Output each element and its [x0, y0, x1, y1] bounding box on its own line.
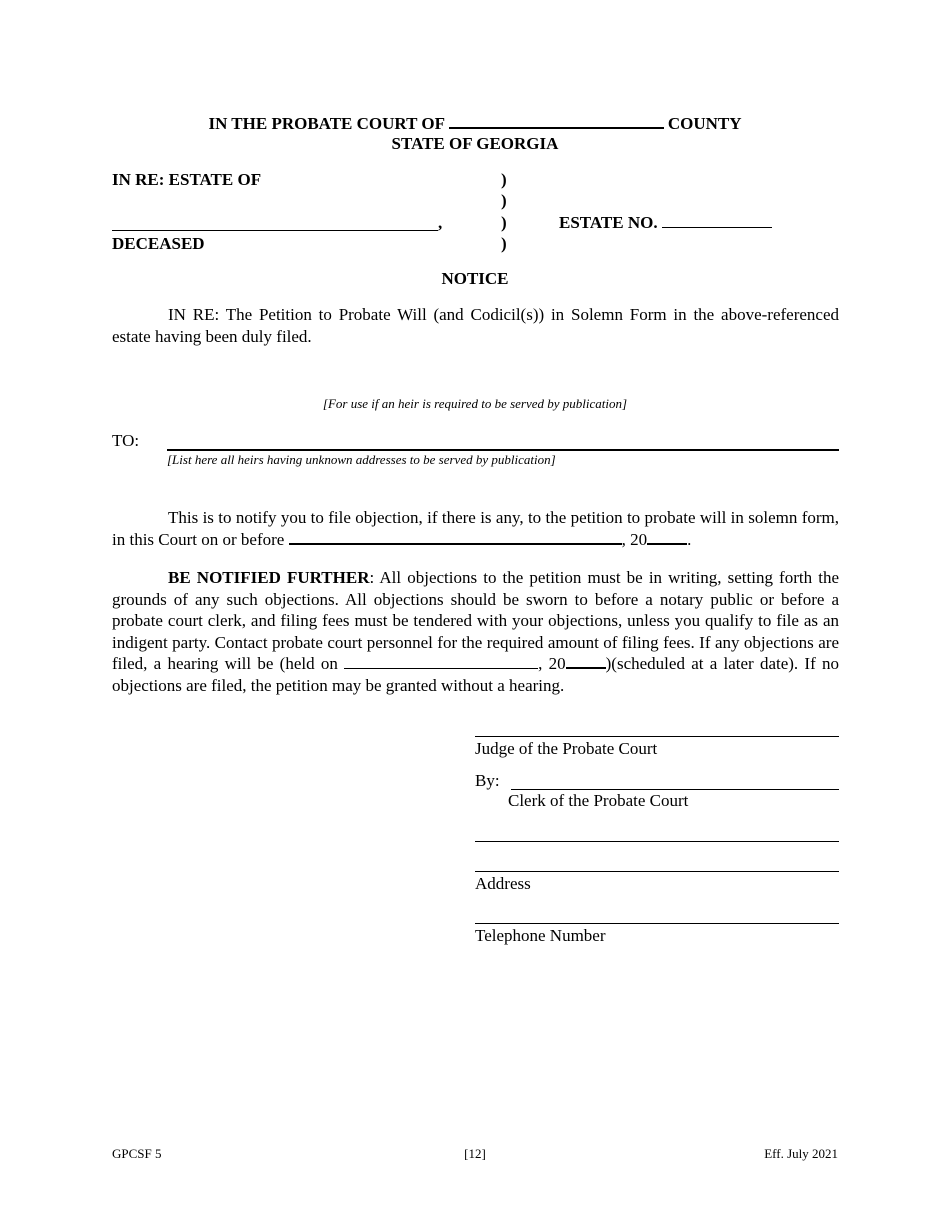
clerk-signature-line[interactable]: [511, 789, 839, 790]
caption-paren-2: ): [501, 191, 507, 210]
deceased-label: DECEASED: [112, 234, 205, 253]
intro-paragraph: IN RE: The Petition to Probate Will (and Codicil(s)) in Solemn Form in the above-referenced estate having been duly filed.: [112, 305, 839, 346]
judge-signature-line[interactable]: [475, 736, 839, 737]
hearing-date-blank[interactable]: [344, 654, 538, 669]
further-text-2: )(scheduled at a later date). If no objections are filed, the petition may be granted without a hearing.: [112, 654, 840, 695]
decedent-name-blank[interactable]: [112, 230, 438, 231]
heirs-hint: [List here all heirs having unknown addresses to be served by publication]: [167, 452, 556, 467]
address-line-2[interactable]: [475, 871, 839, 872]
notify-end: .: [687, 529, 692, 549]
caption-paren-1: ): [501, 170, 507, 189]
further-heading: BE NOTIFIED FURTHER: [168, 568, 370, 587]
notice-title: NOTICE: [441, 269, 509, 288]
phone-label: Telephone Number: [475, 926, 606, 945]
court-header-line: [0, 113, 950, 134]
estate-no-line: [559, 213, 772, 233]
phone-line[interactable]: [475, 923, 839, 924]
clerk-label: Clerk of the Probate Court: [508, 791, 689, 810]
decedent-comma: ,: [438, 213, 443, 232]
caption-paren-3: ): [501, 213, 507, 232]
county-blank[interactable]: [449, 113, 664, 129]
hearing-year-blank[interactable]: [566, 653, 606, 669]
page-number: [12]: [464, 1146, 486, 1161]
address-line-1[interactable]: [475, 841, 839, 842]
caption-paren-4: ): [501, 234, 507, 253]
publication-note: [For use if an heir is required to be served by publication]: [322, 396, 628, 411]
by-label: By:: [475, 771, 500, 790]
effective-date: Eff. July 2021: [764, 1146, 838, 1161]
court-suffix: COUNTY: [667, 114, 742, 133]
to-label: TO:: [112, 431, 140, 450]
notify-paragraph: [112, 507, 839, 550]
notify-text: This is to notify you to file objection, if there is any, to the petition to probate will in solemn form, in this Court on or before: [112, 508, 839, 549]
form-id: GPCSF 5: [112, 1146, 162, 1161]
estate-no-blank[interactable]: [662, 213, 772, 228]
estate-no-label: ESTATE NO.: [559, 213, 658, 232]
court-prefix: IN THE PROBATE COURT OF: [208, 114, 445, 133]
further-text-1: : All objections to the petition must be in writing, setting forth the grounds of any such objections. All objections should be sworn to before a notary public or before a probate court clerk, and filing fees must be tendered with your objections, unless you qualify to file as an indigent party. Contact probate court personnel for the required amount of filing fees. If any objections are filed, a hearing will be (held on: [112, 568, 839, 673]
further-year: 20: [548, 654, 566, 673]
state-title: STATE OF GEORGIA: [391, 134, 559, 153]
further-paragraph: [112, 567, 839, 696]
heirs-blank[interactable]: [167, 449, 839, 451]
objection-year-blank[interactable]: [647, 529, 687, 545]
objection-date-blank[interactable]: [289, 529, 622, 545]
further-comma: ,: [538, 654, 543, 673]
notify-year-prefix: , 20: [621, 529, 648, 549]
judge-label: Judge of the Probate Court: [475, 739, 658, 758]
in-re-estate-label: IN RE: ESTATE OF: [112, 170, 262, 189]
address-label: Address: [475, 874, 531, 893]
